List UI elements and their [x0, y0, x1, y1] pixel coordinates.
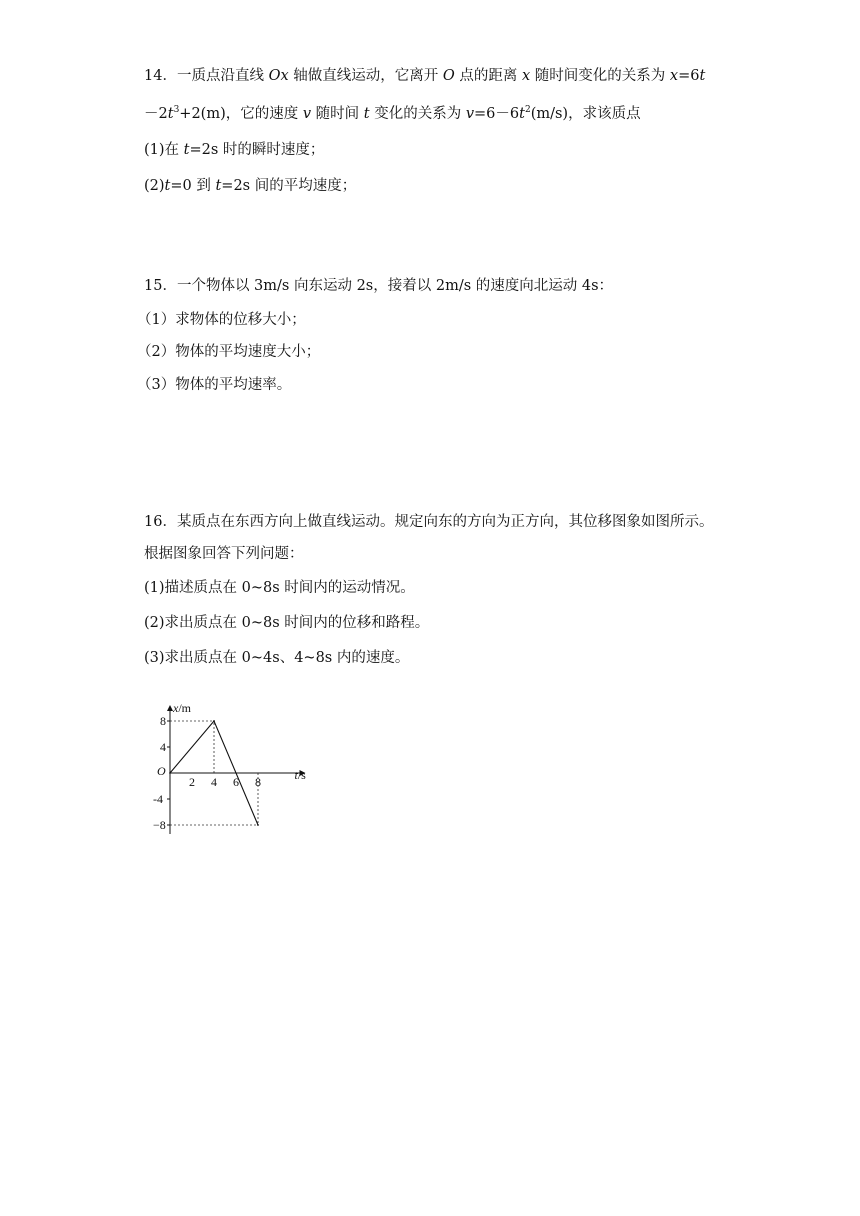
y-axis-label: [172, 701, 192, 715]
y-tick-label: 8: [160, 714, 166, 728]
x-tick-label: 2: [189, 775, 195, 789]
q16-part-3: (3)求出质点在 0~4s、4~8s 内的速度。: [144, 650, 410, 666]
text-run: 14．一质点沿直线: [144, 68, 269, 84]
text-run: =2s 间的平均速度；: [221, 178, 357, 194]
q14-part-1: [144, 140, 324, 160]
text-run: －2: [144, 106, 168, 122]
x-axis-label: [295, 768, 307, 782]
text-run: v: [465, 106, 475, 122]
superscript: 2: [524, 105, 531, 115]
q16-part-1: (1)描述质点在 0~8s 时间内的运动情况。: [144, 580, 415, 596]
x-axis-unit: /s: [297, 768, 306, 782]
x-tick-label: 4: [211, 775, 217, 789]
q15-part-2: （2）物体的平均速度大小；: [137, 344, 321, 360]
x-tick-label: 8: [255, 775, 261, 789]
q14-part-2: [144, 176, 356, 196]
text-run: t: [167, 106, 174, 122]
origin-label: O: [157, 764, 166, 778]
y-tick-label: −8: [153, 818, 166, 832]
text-run: O: [442, 68, 455, 84]
text-run: =2s 时的瞬时速度；: [189, 142, 325, 158]
text-run: =0 到: [170, 178, 216, 194]
q15-part-1: （1）求物体的位移大小；: [137, 312, 306, 328]
q14-line-1: [144, 66, 705, 86]
text-run: 随时间变化的关系为: [530, 68, 670, 84]
q16-line-1: 16．某质点在东西方向上做直线运动。规定向东的方向为正方向，其位移图象如图所示。: [144, 514, 714, 530]
text-run: t: [699, 68, 706, 84]
text-run: t: [215, 178, 222, 194]
q15-part-3: （3）物体的平均速率。: [137, 377, 292, 393]
data-point: [213, 720, 215, 722]
text-run: t: [183, 142, 190, 158]
text-run: (1)在: [144, 142, 184, 158]
y-axis-var: x: [173, 701, 179, 715]
y-tick-label: -4: [153, 792, 163, 806]
y-tick-label: 4: [160, 740, 166, 754]
text-run: +2(m)，它的速度: [179, 106, 303, 122]
text-run: t: [519, 106, 525, 122]
q15-line-1: 15．一个物体以 3m/s 向东运动 2s，接着以 2m/s 的速度向北运动 4s：: [144, 278, 614, 294]
x-tick-label: 6: [233, 775, 239, 789]
text-run: t: [164, 178, 171, 194]
data-point: [257, 824, 259, 826]
q14-line-2: [144, 104, 641, 124]
text-run: Ox: [268, 68, 289, 84]
displacement-time-graph: [140, 682, 320, 834]
text-run: t: [363, 106, 370, 122]
text-run: (2): [144, 178, 165, 194]
text-run: 轴做直线运动，它离开: [288, 68, 443, 84]
y-axis-unit: /m: [178, 701, 191, 715]
data-point: [169, 772, 171, 774]
text-run: x: [669, 68, 679, 84]
text-run: 随时间: [311, 106, 364, 122]
text-run: x: [521, 68, 531, 84]
text-run: (m/s)，求该质点: [530, 106, 641, 122]
text-run: 点的距离: [454, 68, 522, 84]
text-run: =6: [678, 68, 700, 84]
x-axis-var: t: [294, 768, 298, 782]
q16-line-2: 根据图象回答下列问题：: [144, 546, 304, 562]
text-run: =6－6: [474, 106, 520, 122]
superscript: 3: [173, 105, 180, 115]
text-run: v: [302, 106, 312, 122]
text-run: 变化的关系为: [369, 106, 466, 122]
q16-part-2: (2)求出质点在 0~8s 时间内的位移和路程。: [144, 615, 430, 631]
